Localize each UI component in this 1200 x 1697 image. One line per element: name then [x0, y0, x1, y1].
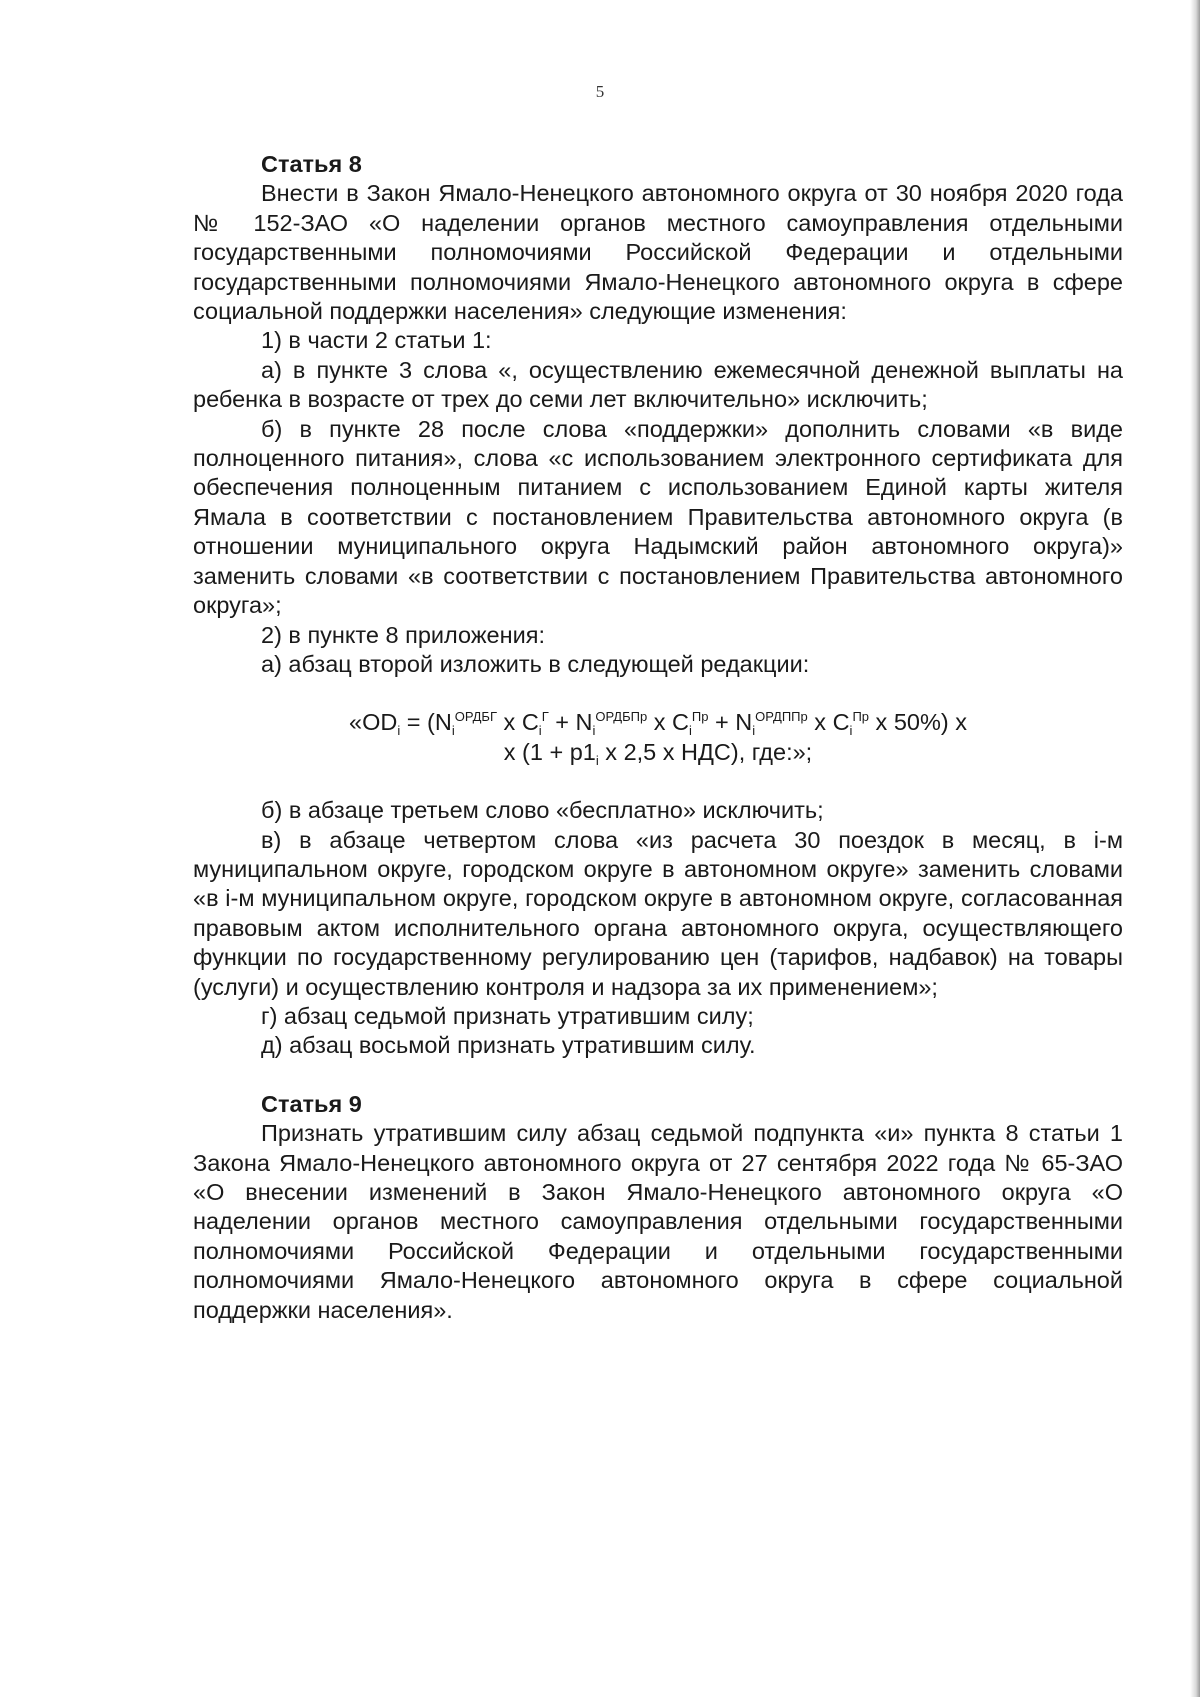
document-body [193, 150, 1123, 1325]
formula-text: = (N [400, 709, 452, 736]
formula-text: + N [708, 709, 753, 736]
formula-subscript: i [689, 723, 692, 739]
article-8-heading: Статья 8 [261, 151, 362, 177]
article-8-item-2g: г) абзац седьмой признать утратившим силу; [261, 1002, 754, 1029]
formula-text: x C [807, 709, 850, 736]
formula-superscript: ОРДБГ [454, 709, 498, 725]
formula-text: + N [548, 709, 593, 736]
formula-superscript: Пр [691, 709, 709, 725]
formula-superscript: ОРДБПр [595, 709, 648, 725]
formula-text: «OD [349, 709, 398, 736]
formula-subscript: i [592, 723, 596, 739]
formula-text: x C [647, 709, 689, 736]
formula-line-1 [193, 708, 1123, 737]
formula-superscript: Г [541, 709, 549, 725]
formula-subscript: i [538, 723, 542, 739]
formula-text: x C [497, 709, 539, 736]
formula-superscript: ОРДППр [755, 709, 808, 725]
formula-subscript: i [752, 723, 756, 739]
section-gap [193, 1061, 1123, 1090]
article-8-item-2v: в) в абзаце четвертом слова «из расчета 30 поездок в месяц, в i-м муниципальном округе, городском округе в автономном округе» заменить словами «в i-м муниципальном округе, городском округе в автономном округе, согласованная правовым актом исполнительного органа автономного округа, осуществляющего функции по государственному регулированию цен (тарифов, надбавок) на товары (услуги) и осуществлению контроля и надзора за их применением»; [193, 826, 1123, 1000]
page-number: 5 [595, 82, 605, 101]
article-8-item-2b: б) в абзаце третьем слово «бесплатно» исключить; [261, 797, 824, 824]
formula-superscript: Пр [852, 709, 870, 725]
formula-subscript: i [451, 723, 455, 739]
formula-subscript: i [397, 723, 401, 739]
article-9-heading: Статья 9 [261, 1090, 362, 1117]
article-8-item-1: 1) в части 2 статьи 1: [261, 327, 492, 354]
formula-text: x 2,5 x НДС), где:»; [598, 738, 813, 765]
article-8-item-2d: д) абзац восьмой признать утратившим силу. [261, 1032, 756, 1059]
article-9 [193, 1090, 1123, 1325]
scan-page-edge [1190, 0, 1200, 1697]
article-8 [193, 150, 1123, 1061]
formula-line-2 [193, 738, 1123, 767]
article-8-intro: Внести в Закон Ямало-Ненецкого автономного округа от 30 ноября 2020 года № 152-ЗАО «О наделении органов местного самоуправления отдельными государственными полномочиями Российской Федерации и отдельными государственными полномочиями Ямало-Ненецкого автономного округа в сфере социальной поддержки населения» следующие изменения: [193, 180, 1123, 325]
formula-text: x 50%) x [869, 709, 967, 736]
article-8-item-1b: б) в пункте 28 после слова «поддержки» дополнить словами «в виде полноценного питания», слова «с использованием электронного сертификата для обеспечения полноценным питанием с использованием Единой карты жителя Ямала в соответствии с постановлением Правительства автономного округа (в отношении муниципального округа Надымский район автономного округа)» заменить словами «в соответствии с постановлением Правительства автономного округа»; [193, 415, 1123, 619]
article-8-item-1a: а) в пункте 3 слова «, осуществлению ежемесячной денежной выплаты на ребенка в возрасте от трех до семи лет включительно» исключить; [193, 356, 1123, 413]
formula-text: x (1 + p1 [503, 738, 596, 765]
article-9-text: Признать утратившим силу абзац седьмой подпункта «и» пункта 8 статьи 1 Закона Ямало-Ненецкого автономного округа от 27 сентября 2022 года № 65-ЗАО «О внесении изменений в Закон Ямало-Ненецкого автономного округа «О наделении органов местного самоуправления отдельными государственными полномочиями Российской Федерации и отдельными государственными полномочиями Ямало-Ненецкого автономного округа в сфере социальной поддержки населения». [193, 1120, 1123, 1323]
article-8-item-2: 2) в пункте 8 приложения: [261, 621, 545, 648]
formula [193, 708, 1123, 767]
formula-subscript: i [595, 752, 599, 768]
article-8-item-2a: а) абзац второй изложить в следующей редакции: [261, 650, 810, 677]
formula-subscript: i [849, 723, 853, 739]
